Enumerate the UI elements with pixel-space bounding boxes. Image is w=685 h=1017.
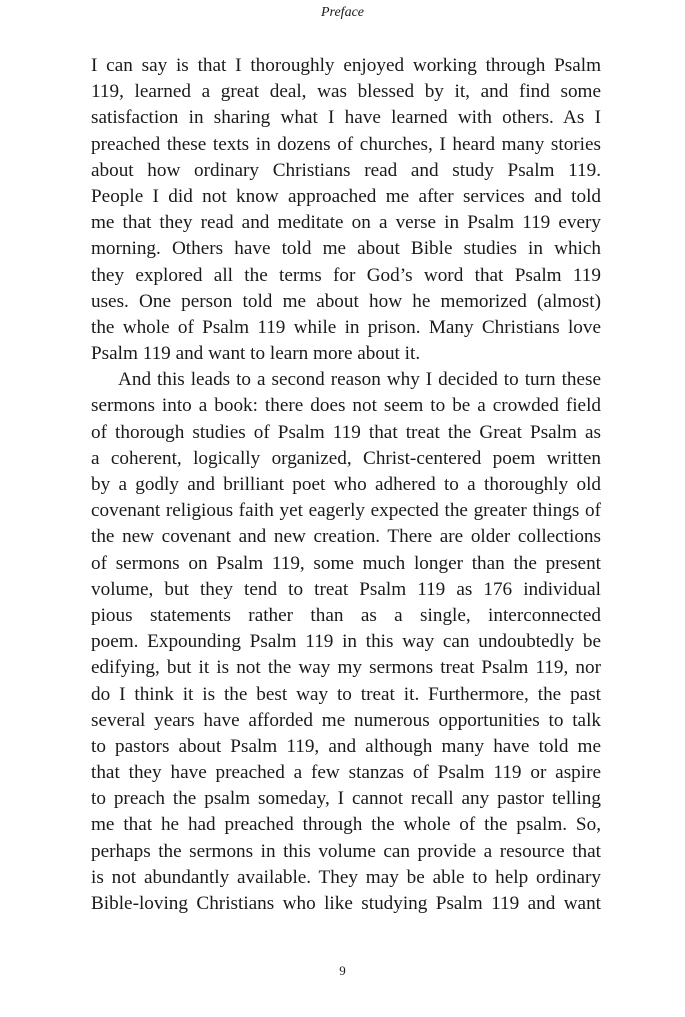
- text-line: that they have preached a few stanzas of Psalm 119 or aspire: [91, 762, 601, 784]
- text-line: about how ordinary Christians read and study Psalm 119.: [91, 159, 601, 181]
- text-line: volume, but they tend to treat Psalm 119 as 176 individual: [91, 578, 601, 600]
- text-line: of thorough studies of Psalm 119 that treat the Great Psalm as: [91, 421, 601, 443]
- text-line: And this leads to a second reason why I decided to turn these: [118, 369, 601, 391]
- text-line: covenant religious faith yet eagerly expected the greater things of: [91, 500, 601, 522]
- text-line: perhaps the sermons in this volume can provide a resource that: [91, 840, 601, 862]
- text-line: several years have afforded me numerous opportunities to talk: [91, 709, 601, 731]
- running-head: Preface: [320, 5, 364, 20]
- page-number: 9: [339, 963, 346, 978]
- paragraph: [91, 53, 601, 367]
- text-line: of sermons on Psalm 119, some much longer than the present: [91, 552, 601, 574]
- text-line: preached these texts in dozens of churches, I heard many stories: [91, 133, 601, 155]
- text-line: satisfaction in sharing what I have learned with others. As I: [91, 107, 601, 129]
- text-line: I can say is that I thoroughly enjoyed working through Psalm: [91, 55, 601, 76]
- text-line: poem. Expounding Psalm 119 in this way can undoubtedly be: [91, 631, 601, 653]
- text-line: edifying, but it is not the way my sermons treat Psalm 119, nor: [91, 657, 601, 679]
- text-line: morning. Others have told me about Bible studies in which: [91, 238, 601, 260]
- text-line: People I did not know approached me after services and told: [91, 185, 601, 207]
- text-line: the new covenant and new creation. There are older collections: [91, 526, 601, 548]
- text-line: a coherent, logically organized, Christ-centered poem written: [91, 447, 601, 469]
- text-line: sermons into a book: there does not seem to be a crowded field: [91, 395, 601, 417]
- body-text: [91, 53, 601, 917]
- text-line: to preach the psalm someday, I cannot recall any pastor telling: [91, 788, 601, 810]
- text-line: they explored all the terms for God’s word that Psalm 119: [91, 264, 601, 286]
- text-line: Bible-loving Christians who like studying Psalm 119 and want: [91, 893, 601, 914]
- text-line: by a godly and brilliant poet who adhered to a thoroughly old: [91, 474, 601, 495]
- text-line: do I think it is the best way to treat it. Furthermore, the past: [91, 683, 601, 705]
- text-line: me that he had preached through the whole of the psalm. So,: [91, 814, 601, 836]
- text-line: pious statements rather than as a single, interconnected: [91, 604, 601, 626]
- text-line: to pastors about Psalm 119, and although many have told me: [91, 735, 601, 757]
- text-line: 119, learned a great deal, was blessed by it, and find some: [91, 81, 601, 103]
- text-line: uses. One person told me about how he memorized (almost): [91, 290, 601, 312]
- text-line: me that they read and meditate on a verse in Psalm 119 every: [91, 212, 601, 234]
- text-line: is not abundantly available. They may be able to help ordinary: [91, 866, 601, 888]
- text-line: Psalm 119 and want to learn more about it.: [91, 343, 421, 365]
- text-line: the whole of Psalm 119 while in prison. Many Christians love: [91, 316, 601, 338]
- paragraph: [91, 367, 601, 917]
